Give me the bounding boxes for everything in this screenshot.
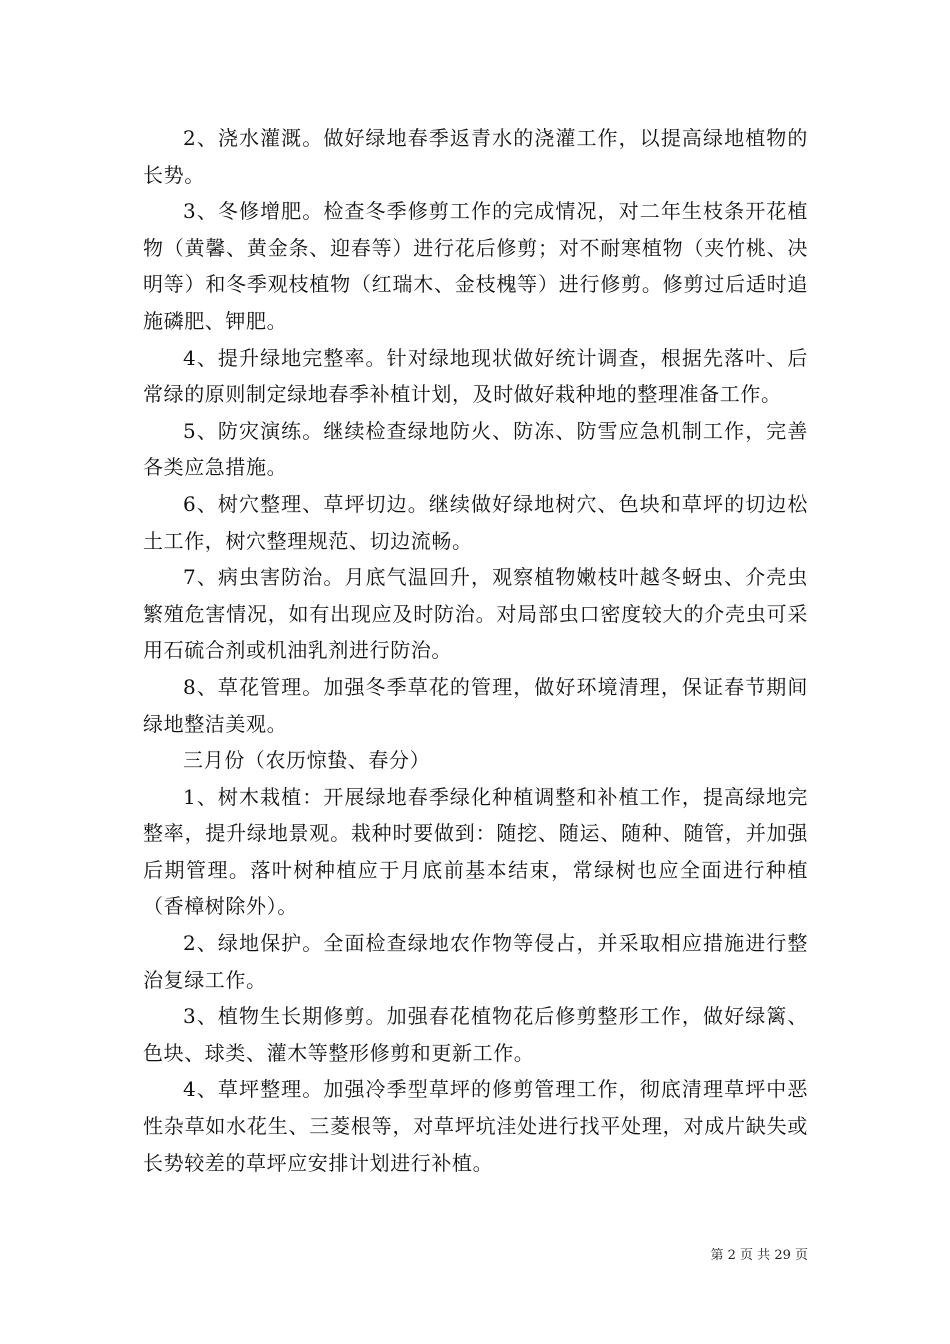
document-body: [143, 120, 808, 1181]
paragraph: 6、树穴整理、草坪切边。继续做好绿地树穴、色块和草坪的切边松土工作，树穴整理规范、切边流畅。: [143, 491, 808, 553]
page-number-footer: 第 2 页 共 29 页: [710, 1248, 808, 1263]
paragraph: 5、防灾演练。继续检查绿地防火、防冻、防雪应急机制工作，完善各类应急措施。: [143, 418, 808, 480]
paragraph: 4、草坪整理。加强冷季型草坪的修剪管理工作，彻底清理草坪中恶性杂草如水花生、三菱根等，对草坪坑洼处进行找平处理，对成片缺失或长势较差的草坪应安排计划进行补植。: [143, 1077, 808, 1175]
paragraph: 4、提升绿地完整率。针对绿地现状做好统计调查，根据先落叶、后常绿的原则制定绿地春季补植计划，及时做好栽种地的整理准备工作。: [143, 345, 808, 407]
paragraph: 7、病虫害防治。月底气温回升，观察植物嫩枝叶越冬蚜虫、介壳虫繁殖危害情况，如有出现应及时防治。对局部虫口密度较大的介壳虫可采用石硫合剂或机油乳剂进行防治。: [143, 565, 808, 663]
paragraph: 3、植物生长期修剪。加强春花植物花后修剪整形工作，做好绿篱、色块、球类、灌木等整形修剪和更新工作。: [143, 1004, 808, 1065]
paragraph: 2、绿地保护。全面检查绿地农作物等侵占，并采取相应措施进行整治复绿工作。: [143, 931, 808, 992]
paragraph: 3、冬修增肥。检查冬季修剪工作的完成情况，对二年生枝条开花植物（黄馨、黄金条、迎春等）进行花后修剪；对不耐寒植物（夹竹桃、决明等）和冬季观枝植物（红瑞木、金枝槐等）进行修剪。修剪过后适时追施磷肥、钾肥。: [143, 199, 808, 333]
paragraph: 1、树木栽植：开展绿地春季绿化种植调整和补植工作，提高绿地完整率，提升绿地景观。栽种时要做到：随挖、随运、随种、随管，并加强后期管理。落叶树种植应于月底前基本结束，常绿树也应全面进行种植（香樟树除外）。: [143, 784, 808, 919]
paragraph: 8、草花管理。加强冬季草花的管理，做好环境清理，保证春节期间绿地整洁美观。: [143, 674, 808, 736]
section-heading: 三月份（农历惊蛰、春分）: [183, 748, 431, 773]
paragraph: 2、浇水灌溉。做好绿地春季返青水的浇灌工作，以提高绿地植物的长势。: [143, 126, 808, 187]
